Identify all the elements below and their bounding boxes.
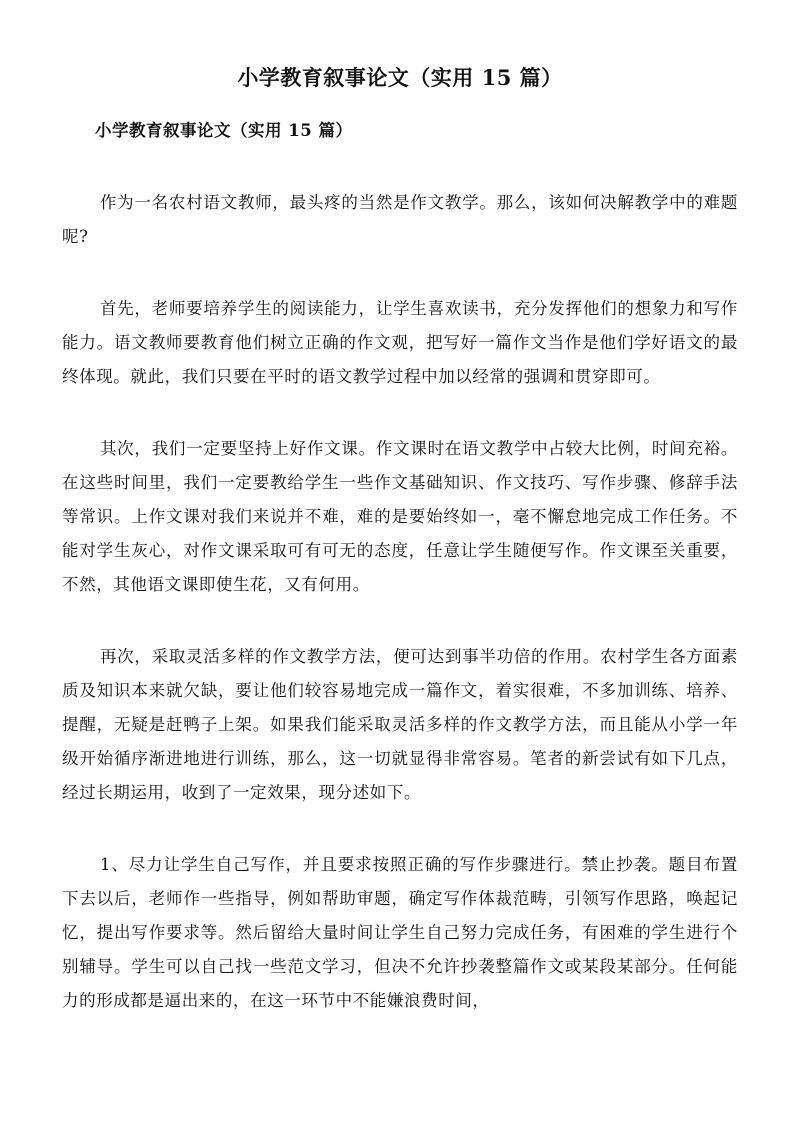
paragraph-point-one: 1、尽力让学生自己写作，并且要求按照正确的写作步骤进行。禁止抄袭。题目布置下去以后，老师作一些指导，例如帮助审题，确定写作体裁范畴，引领写作思路，唤起记忆，提出写作要求等。然后留给大量时间让学生自己努力完成任务，有困难的学生进行个别辅导。学生可以自己找一些范文学习，但决不允许抄袭整篇作文或某段某部分。任何能力的形成都是逼出来的，在这一环节中不能嫌浪费时间，: [62, 855, 738, 1010]
paragraph-intro: 作为一名农村语文教师，最头疼的当然是作文教学。那么，该如何决解教学中的难题呢?: [62, 193, 738, 246]
document-subtitle: 小学教育叙事论文（实用 15 篇）: [95, 121, 353, 140]
document-title: 小学教育叙事论文（实用 15 篇）: [237, 65, 563, 90]
paragraph-first: 首先，老师要培养学生的阅读能力，让学生喜欢读书，充分发挥他们的想象力和写作能力。语文教师要教育他们树立正确的作文观，把写好一篇作文当作是他们学好语文的最终体现。就此，我们只要在平时的语文教学过程中加以经常的强调和贯穿即可。: [62, 299, 738, 386]
paragraph-second: 其次，我们一定要坚持上好作文课。作文课时在语文教学中占较大比例，时间充裕。在这些时间里，我们一定要教给学生一些作文基础知识、作文技巧、写作步骤、修辞手法等常识。上作文课对我们来说并不难，难的是要始终如一，毫不懈怠地完成工作任务。不能对学生灰心，对作文课采取可有可无的态度，任意让学生随便写作。作文课至关重要，不然，其他语文课即使生花，又有何用。: [62, 439, 738, 594]
paragraph-third: 再次，采取灵活多样的作文教学方法，便可达到事半功倍的作用。农村学生各方面素质及知识本来就欠缺，要让他们较容易地完成一篇作文，着实很难，不多加训练、培养、提醒，无疑是赶鸭子上架。如果我们能采取灵活多样的作文教学方法，而且能从小学一年级开始循序渐进地进行训练，那么，这一切就显得非常容易。笔者的新尝试有如下几点，经过长期运用，收到了一定效果，现分述如下。: [62, 647, 738, 802]
